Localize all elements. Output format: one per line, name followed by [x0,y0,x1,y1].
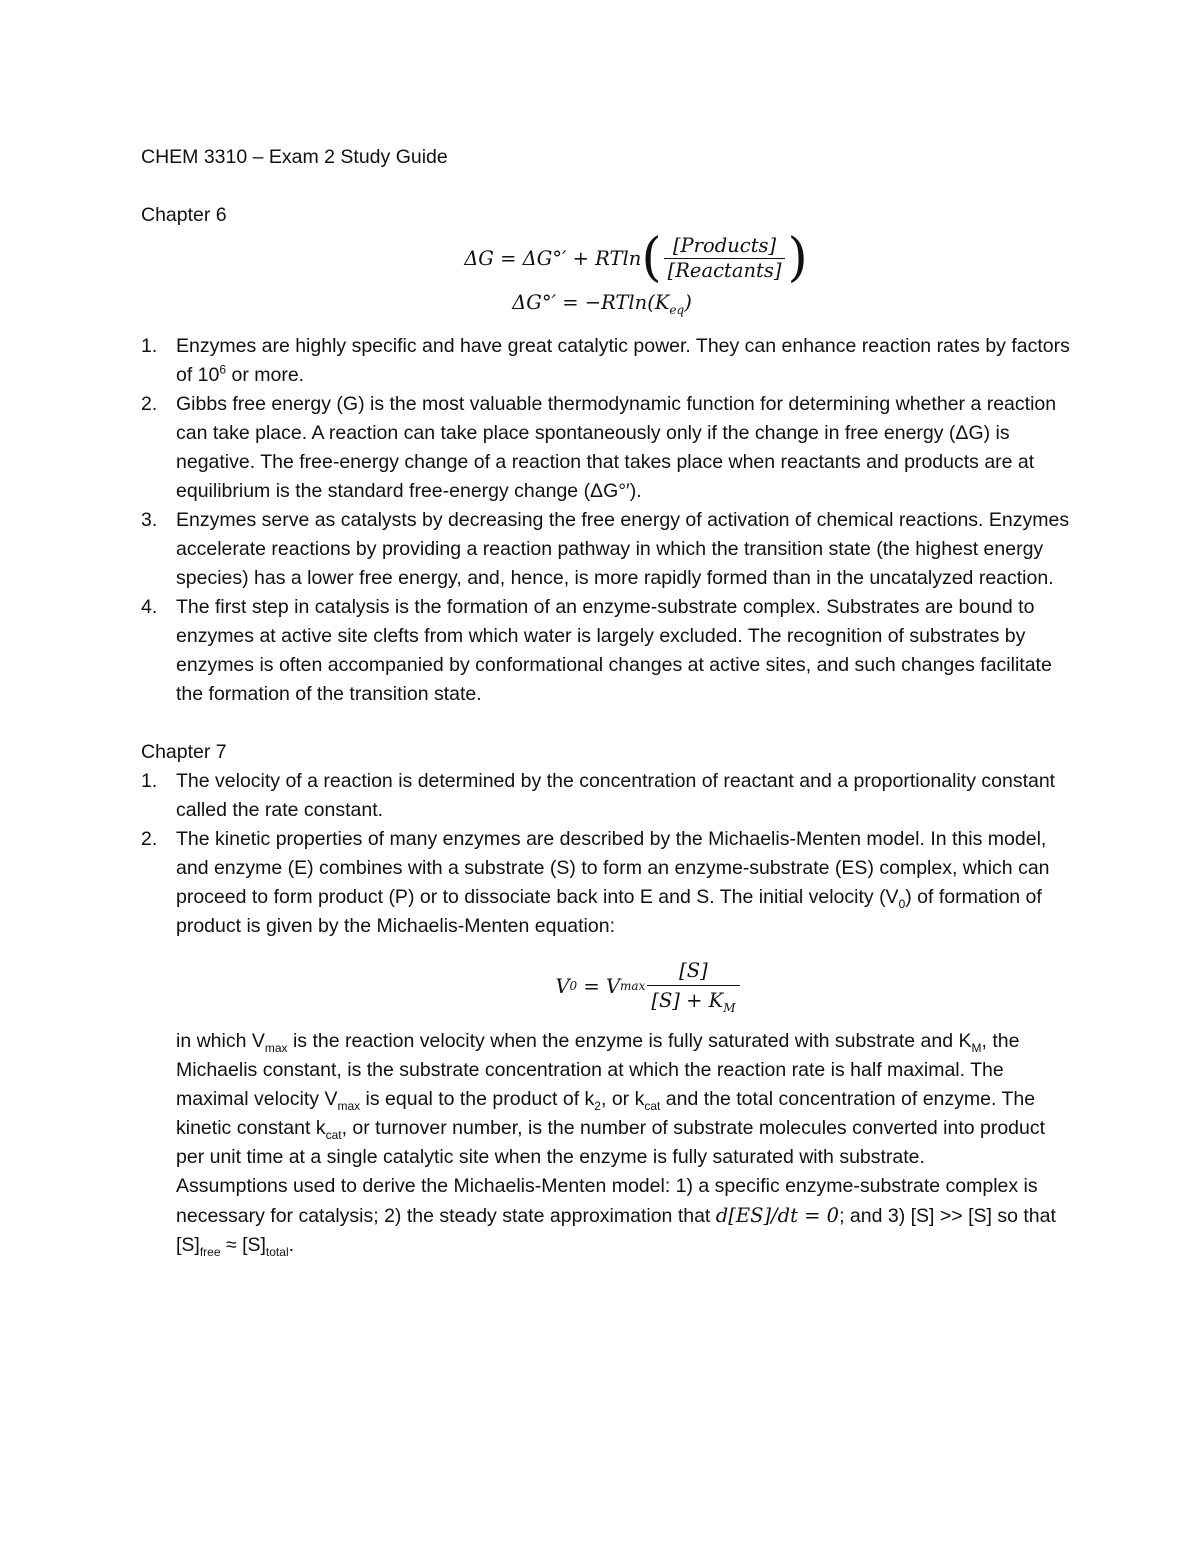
chapter-6-heading: Chapter 6 [141,204,227,226]
v0-symbol: V [555,974,570,998]
list-text: The velocity of a reaction is determined by the concentration of reactant and a proportionality constant called the rate constant. [176,770,1056,821]
assumptions-text: . [288,1234,295,1256]
delta-g0-end: ) [684,291,692,314]
kcat-subscript: cat [325,1127,342,1142]
list-item [141,506,1071,593]
vmax-symbol: V [605,974,621,998]
exponent: 6 [219,362,227,377]
chapter-6-list [141,332,1071,709]
list-item [141,767,1071,825]
list-number: 2. [141,393,158,415]
explanation-text: , or k [600,1088,645,1110]
assumptions-text: ; and 3) [S] >> [S] so that [S] [176,1205,1056,1256]
vmax-subscript: max [337,1098,361,1113]
chapter-7-heading: Chapter 7 [141,741,227,763]
mm-denominator [647,985,739,1016]
k2-subscript: 2 [594,1098,601,1113]
mm-assumptions [176,1172,1071,1260]
explanation-text: is the reaction velocity when the enzyme is fully saturated with substrate and K [287,1030,972,1052]
kcat-subscript: cat [644,1098,661,1113]
km-subscript: M [971,1040,982,1055]
fraction-denominator: [Reactants] [664,258,786,283]
delta-g0-equation [133,286,1071,320]
fraction-numerator: [Products] [672,233,777,257]
steady-state-math: d[ES]/dt = 0 [715,1204,840,1227]
mm-equation: V 0 = V max $\frac{[S]}{[S] + K_M}$ [555,951,741,1021]
mm-numerator: [S] [679,958,708,982]
vmax-subscript: max [264,1040,288,1055]
michaelis-menten-equation [141,941,1071,1027]
total-subscript: total [265,1244,289,1259]
section-gap [141,709,1071,738]
list-number: 1. [141,335,158,357]
km-sub: M [723,1000,736,1015]
keq-subscript: eq [669,302,685,317]
list-number: 1. [141,770,158,792]
list-item [141,825,1071,941]
left-paren: ( [641,228,662,288]
equals-sign: = [577,974,606,998]
list-number: 4. [141,596,158,618]
explanation-text: is equal to the product of k [360,1088,595,1110]
mm-explanation [176,1027,1071,1172]
list-text-end: or more. [226,364,305,386]
products-reactants-fraction [664,234,786,283]
list-item [141,593,1071,709]
list-text: Enzymes are highly specific and have great catalytic power. They can enhance reaction rates by factors of 10 [176,335,1070,386]
delta-g0-text: ΔG°′ = −RTln(K [512,291,670,314]
delta-g-equation [464,230,808,286]
mm-denominator-text: [S] + K [651,988,724,1012]
chapter-7-list [141,767,1071,941]
list-item [141,390,1071,506]
list-number: 2. [141,828,158,850]
list-text: The first step in catalysis is the formation of an enzyme-substrate complex. Substrates are bound to enzymes at active site clefts from which water is largely excluded. The recognition of substrates by enzymes is often accompanied by conformational changes at active sites, and such changes facilitate the formation of the transition state. [176,596,1052,705]
right-paren: ) [787,228,808,288]
document-body [141,143,1071,1260]
list-text: The kinetic properties of many enzymes are described by the Michaelis-Menten model. In this model, and enzyme (E) combines with a substrate (S) to form an enzyme-substrate (ES) complex, which can proceed to form product (P) or to dissociate back into E and S. The initial velocity (V [176,828,1050,908]
explanation-text: , the Michaelis constant, is the substrate concentration at which the reaction rate is half maximal. The maximal velocity V [176,1030,1020,1110]
document-title: CHEM 3310 – Exam 2 Study Guide [141,146,448,168]
assumptions-text: Assumptions used to derive the Michaelis-Menten model: 1) a specific enzyme-substrate complex is necessary for catalysis; 2) the steady state approximation that [176,1175,1038,1227]
v0-subscript: 0 [898,896,906,911]
gibbs-equation [141,230,1071,320]
mm-fraction [647,957,739,1016]
explanation-text: and the total concentration of enzyme. The kinetic constant k [176,1088,1036,1139]
list-text: Gibbs free energy (G) is the most valuable thermodynamic function for determining whether a reaction can take place. A reaction can take place spontaneously only if the change in free energy (ΔG) is negative. The free-energy change of a reaction that takes place when reactants and products are at equilibrium is the standard free-energy change (ΔG°′). [176,393,1057,502]
free-subscript: free [199,1244,221,1259]
assumptions-text: ≈ [S] [220,1234,266,1256]
list-text: Enzymes serve as catalysts by decreasing the free energy of activation of chemical reactions. Enzymes accelerate reactions by providing a reaction pathway in which the transition state (the highest energy species) has a lower free energy, and, hence, is more rapidly formed than in the uncatalyzed reaction. [176,509,1070,589]
list-number: 3. [141,509,158,531]
explanation-text: , or turnover number, is the number of substrate molecules converted into product per unit time at a single catalytic site when the enzyme is fully saturated with substrate. [176,1117,1046,1168]
explanation-text: in which V [176,1030,265,1052]
list-item [141,332,1071,390]
list-text-end: ) of formation of product is given by the Michaelis-Menten equation: [176,886,1042,937]
delta-g-lhs: ΔG = ΔG°′ + RTln [464,246,642,270]
